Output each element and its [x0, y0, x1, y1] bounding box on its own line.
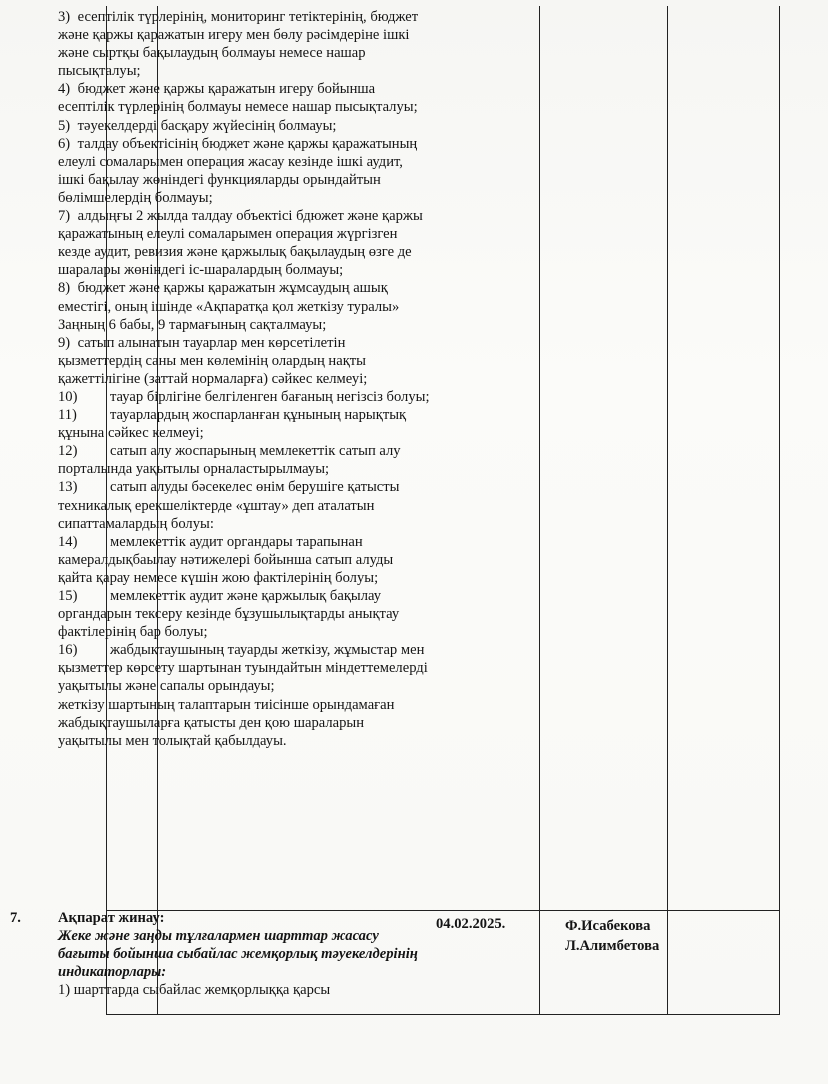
list-item — [58, 279, 430, 333]
list-item-text: есептілік түрлерінің, мониторинг тетіктерінің, бюджет және қаржы қаражатын игеру мен бөлу рәсімдеріне ішкі және сыртқы бақылаудың болмауы немесе нашар пысықталуы; — [58, 9, 419, 80]
list-item — [58, 207, 430, 279]
list-item-number: 11) — [58, 407, 77, 424]
section-subheading: Жеке және заңды тұлғалармен шарттар жасасу бағыты бойынша сыбайлас жемқорлық тәуекелдерінің индикаторлары: — [58, 928, 418, 981]
list-item-text: сатып алуды бәсекелес өнім берушіге қатысты техникалық ерекшеліктерде «ұштау» деп аталатын сипаттамалардың болуы: — [58, 479, 400, 532]
list-item-text: мемлекеттік аудит және қаржылық бақылау органдарын тексеру кезінде бұзушылықтарды анықтау фактілерінің бар болуы; — [58, 588, 400, 641]
list-item-text: тауар бірлігіне белгіленген бағаның негізсіз болуы; — [110, 388, 430, 405]
list-item-text: жабдықтаушының тауарды жеткізу, жұмыстар мен қызметтер көрсету шартынан туындайтын міндеттемелерді уақытылы және сапалы орындауы; — [58, 642, 428, 695]
list-item-number: 8) — [58, 280, 71, 297]
list-item — [58, 533, 430, 587]
responsible-persons — [565, 916, 675, 956]
column-divider-content — [539, 6, 540, 1014]
list-item — [58, 8, 430, 80]
list-item-number: 3) — [58, 9, 71, 25]
row7-content — [58, 909, 430, 999]
responsible-person: Л.Алимбетова — [565, 938, 660, 954]
list-item — [58, 478, 430, 532]
list-item: 1) шарттарда сыбайлас жемқорлыққа қарсы — [58, 982, 331, 999]
list-item-number: 12) — [58, 443, 78, 460]
list-item — [58, 696, 430, 750]
list-item-text: бюджет және қаржы қаражатын игеру бойынша есептілік түрлерінің болмауы немесе нашар пысықталуы; — [58, 81, 418, 116]
list-item — [58, 388, 430, 406]
list-item-text: сатып алу жоспарының мемлекеттік сатып алу порталында уақытылы орналастырылмауы; — [58, 443, 401, 478]
row-number: 7. — [10, 910, 21, 926]
list-item-text: бюджет және қаржы қаражатын жұмсаудың ашық еместігі, оның ішінде «Ақпаратқа қол жеткізу туралы» Заңның 6 бабы, 9 тармағының сақталмауы; — [58, 280, 400, 333]
list-item-number: 7) — [58, 208, 71, 225]
list-item — [58, 641, 430, 695]
indicator-list — [58, 8, 430, 750]
list-item-number: 9) — [58, 334, 71, 351]
list-item-text: жеткізу шартының талаптарын тиісінше орындамаған жабдықтаушыларға қатысты ден қою шараларын уақытылы мен толықтай қабылдауы. — [58, 696, 395, 749]
list-item-number: 6) — [58, 135, 71, 152]
list-item — [58, 80, 430, 116]
list-item-number: 15) — [58, 588, 78, 604]
column-divider-date — [667, 6, 668, 1014]
list-item-number: 10) — [58, 388, 78, 405]
date-value: 04.02.2025. — [436, 916, 506, 932]
list-item — [58, 334, 430, 388]
list-item-number: 5) — [58, 117, 71, 134]
list-item-text: тауарлардың жоспарланған құнының нарықтық құнына сәйкес келмеуі; — [58, 407, 407, 442]
list-item-text: талдау объектісінің бюджет және қаржы қаражатының елеулі сомаларымен операция жасау кезінде ішкі аудит, ішкі бақылау жөніндегі функцияларды орындайтын бөлімшелердің болмауы; — [58, 135, 418, 206]
list-item — [58, 442, 430, 478]
list-item — [58, 135, 430, 207]
list-item-number: 14) — [58, 533, 78, 550]
list-item-number: 13) — [58, 479, 78, 496]
section-heading: Ақпарат жинау: — [58, 910, 165, 926]
list-item-number: 4) — [58, 81, 71, 98]
list-item-text: алдыңғы 2 жылда талдау объектісі бдюжет және қаржы қаражатының елеулі сомаларымен операция жүргізген кезде аудит, ревизия және қаржылық бақылаудың өзге де шаралары жөніндегі іс-шаралардың болмауы; — [58, 208, 423, 279]
list-item — [58, 117, 430, 135]
list-item-number: 16) — [58, 642, 78, 659]
responsible-person: Ф.Исабекова — [565, 918, 651, 934]
list-item-text: сатып алынатын тауарлар мен көрсетілетін қызметтердің саны мен көлемінің олардың нақты қажеттілігіне (заттай нормаларға) сәйкес келмеуі; — [58, 334, 368, 387]
list-item — [58, 406, 430, 442]
list-item — [58, 587, 430, 641]
list-item-text: мемлекеттік аудит органдары тарапынан камералдықбаылау нәтижелері бойынша сатып алуды қайта қарау немесе күшін жою фактілерінің болуы; — [58, 533, 394, 586]
list-item-text: тәуекелдерді басқару жүйесінің болмауы; — [77, 117, 337, 134]
